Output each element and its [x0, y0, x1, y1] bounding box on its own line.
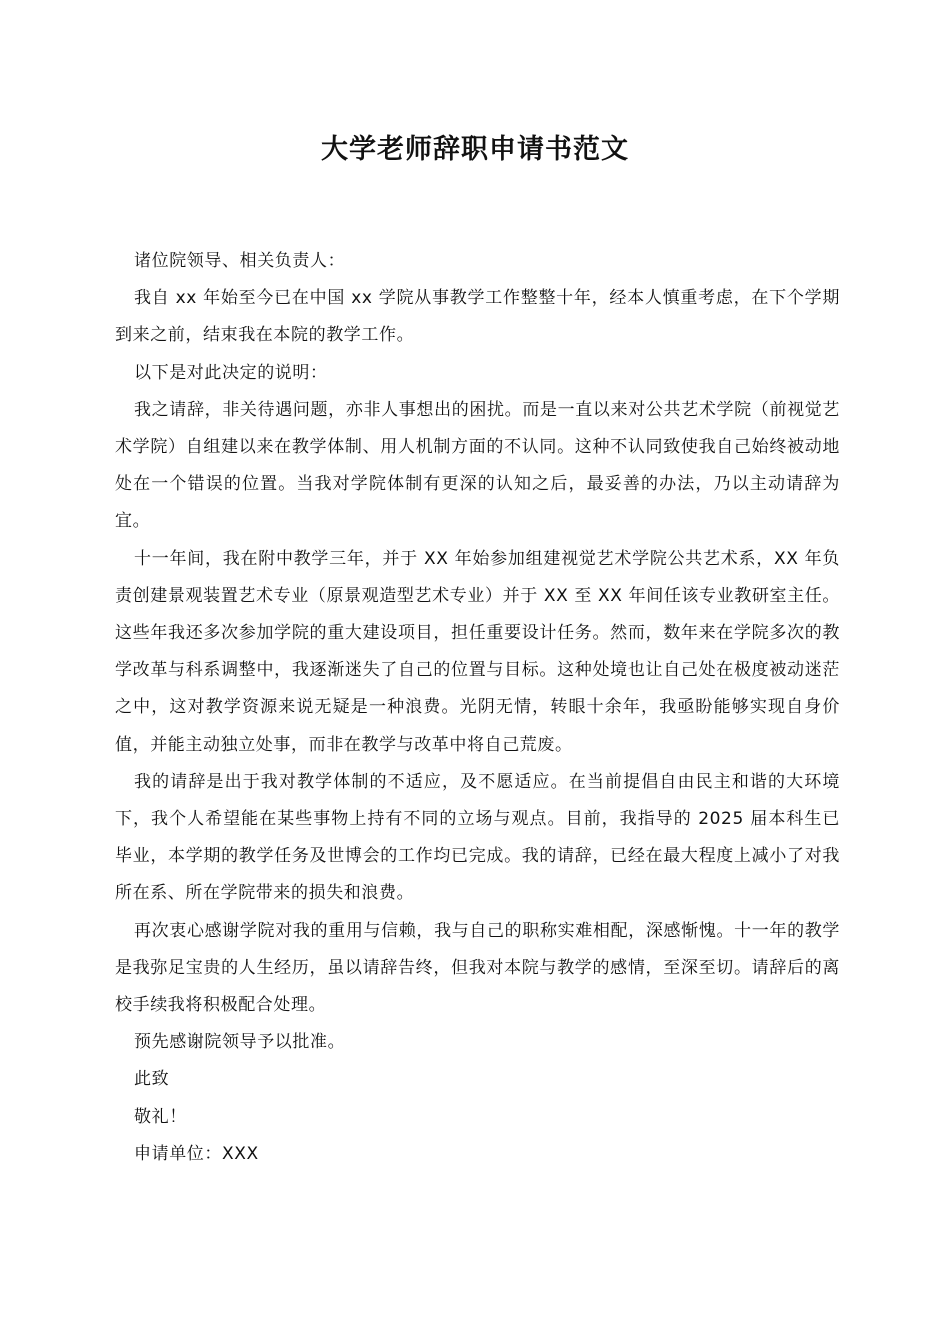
reason-paragraph: 我之请辞，非关待遇问题，亦非人事想出的困扰。而是一直以来对公共艺术学院（前视觉艺术学院）自组建以来在教学体制、用人机制方面的不认同。这种不认同致使我自己始终被动地处在一个错误的位置。当我对学院体制有更深的认知之后，最妥善的办法，乃以主动请辞为宜。 — [115, 399, 840, 532]
document-title: 大学老师辞职申请书范文 — [321, 134, 629, 165]
history-paragraph: 十一年间，我在附中教学三年，并于 XX 年始参加组建视觉艺术学院公共艺术系，XX 年负责创建景观装置艺术专业（原景观造型艺术专业）并于 XX 至 XX 年间任该专业教研室主任。这些年我还多次参加学院的重大建设项目，担任重要设计任务。然而，数年来在学院多次的教学改革与科系调整中，我逐渐迷失了自己的位置与目标。这种处境也让自己处在极度被动迷茫之中，这对教学资源来说无疑是一种浪费。光阴无情，转眼十余年，我亟盼能够实现自身价值，并能主动独立处事，而非在教学与改革中将自己荒废。 — [115, 548, 840, 755]
applicant-line: 申请单位：XXX — [134, 1143, 259, 1164]
closing-line: 此致 — [134, 1069, 170, 1090]
thanks-paragraph: 再次衷心感谢学院对我的重用与信赖，我与自己的职称实难相配，深感惭愧。十一年的教学是我弥足宝贵的人生经历，虽以请辞告终，但我对本院与教学的感情，至深至切。请辞后的离校手续我将积极配合处理。 — [115, 920, 840, 1016]
regards-line: 敬礼！ — [134, 1106, 187, 1127]
document-body — [115, 243, 840, 1173]
approval-line: 预先感谢院领导予以批准。 — [134, 1032, 346, 1053]
salutation: 诸位院领导、相关负责人： — [134, 251, 346, 271]
intro-paragraph: 我自 xx 年始至今已在中国 xx 学院从事教学工作整整十年，经本人慎重考虑，在下个学期到来之前，结束我在本院的教学工作。 — [115, 288, 840, 346]
system-paragraph: 我的请辞是出于我对教学体制的不适应，及不愿适应。在当前提倡自由民主和谐的大环境下，我个人希望能在某些事物上持有不同的立场与观点。目前，我指导的 2025 届本科生已毕业，本学期的教学任务及世博会的工作均已完成。我的请辞，已经在最大程度上减小了对我所在系、所在学院带来的损失和浪费。 — [115, 771, 840, 904]
explanation-heading: 以下是对此决定的说明： — [134, 362, 328, 383]
